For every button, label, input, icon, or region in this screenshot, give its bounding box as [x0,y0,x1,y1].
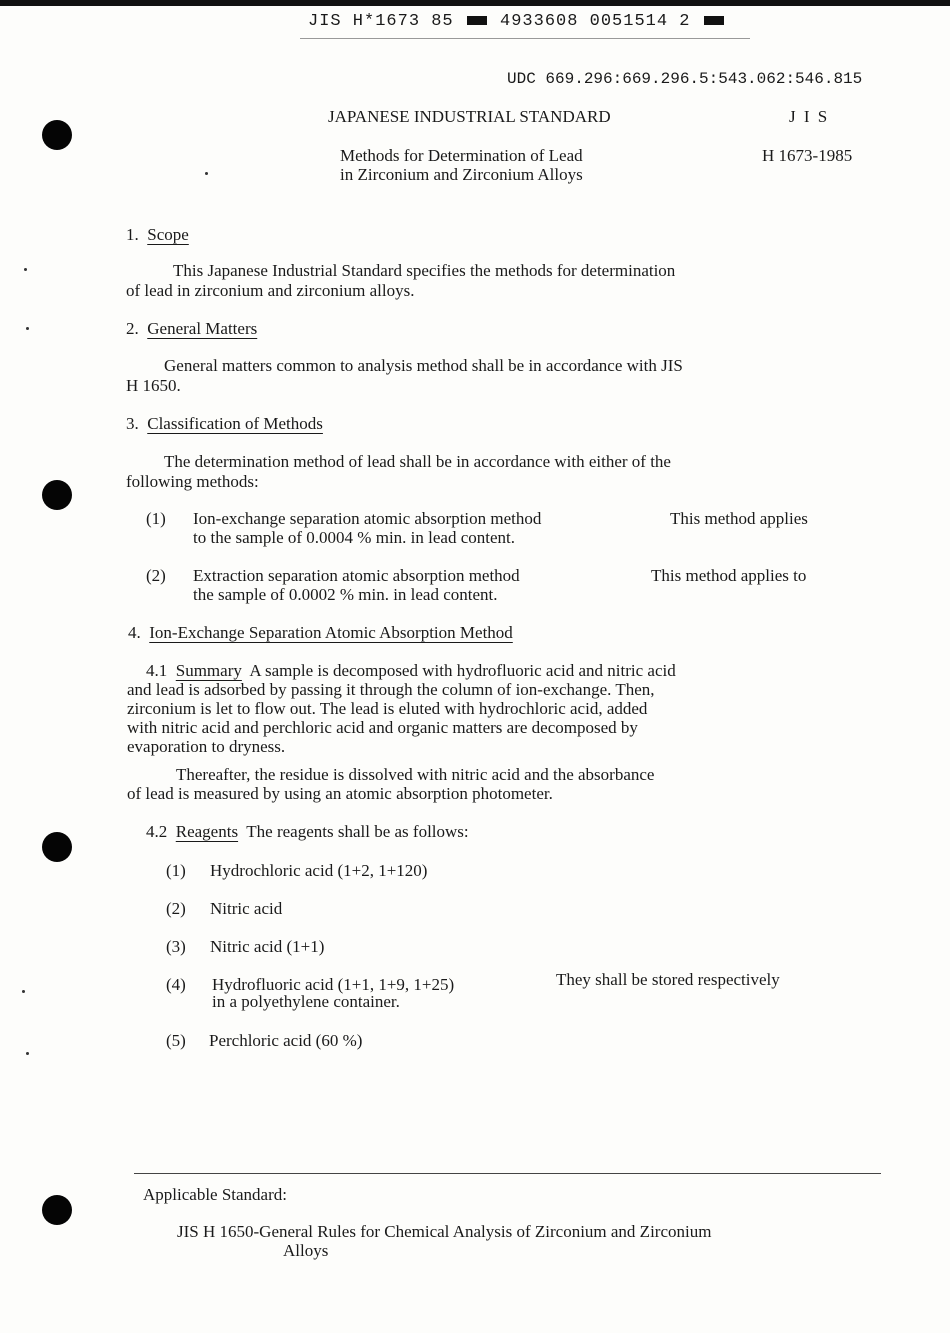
reagent-4-note: They shall be stored respectively [556,970,780,989]
s2-line2: H 1650. [126,376,181,395]
scan-speck [205,172,208,175]
reagent-3-number: (3) [166,937,186,956]
s3-item-1-applies: This method applies [670,509,808,528]
section-title: Scope [147,225,189,244]
reagent-2-number: (2) [166,899,186,918]
s4-1-para2-line1: Thereafter, the residue is dissolved with nitric acid and the absorbance [176,765,655,784]
section-number: 3. [126,414,139,433]
paragraph-line: A sample is decomposed with hydrofluoric acid and nitric acid [249,661,676,680]
s4-1-line2: and lead is adsorbed by passing it through the column of ion-exchange. Then, [127,680,655,699]
s4-1-line1 [146,661,676,681]
scan-speck [22,990,25,993]
subsection-number: 4.2 [146,822,168,841]
reagent-5-number: (5) [166,1031,186,1050]
s3-item-1-line2: to the sample of 0.0004 % min. in lead content. [193,528,515,547]
section-title: General Matters [147,319,258,338]
section-3-heading [126,414,323,434]
s4-2-heading [146,822,469,842]
subsection-title: Reagents [175,822,239,841]
punch-hole [42,832,72,862]
stamp-code-left: JIS H*1673 85 [308,12,454,31]
s3-item-2-applies: This method applies to [651,566,807,585]
scan-top-edge [0,0,950,6]
standard-name: JAPANESE INDUSTRIAL STANDARD [328,107,611,126]
section-number: 4. [128,623,141,642]
reagent-4-line2: in a polyethylene container. [212,992,400,1011]
header-stamp [308,12,726,31]
stamp-code-middle: 4933608 0051514 2 [500,12,691,31]
udc-number: UDC 669.296:669.296.5:543.062:546.815 [507,70,863,88]
applicable-standard-label: Applicable Standard: [143,1185,287,1204]
reagent-1-text: Hydrochloric acid (1+2, 1+120) [210,861,428,880]
section-4-heading [128,623,513,643]
s3-item-2-line2: the sample of 0.0002 % min. in lead content. [193,585,498,604]
footer-divider [134,1173,881,1174]
section-title: Classification of Methods [147,414,323,433]
applicable-standard-line1: JIS H 1650-General Rules for Chemical Analysis of Zirconium and Zirconium [177,1222,712,1241]
doc-title-line1: Methods for Determination of Lead [340,146,583,165]
scan-speck [26,1052,29,1055]
s4-1-line3: zirconium is let to flow out. The lead is eluted with hydrochloric acid, added [127,699,648,718]
s4-1-line4: with nitric acid and perchloric acid and organic matters are decomposed by [127,718,638,737]
jis-mark: J I S [789,107,830,126]
section-title: Ion-Exchange Separation Atomic Absorption Method [149,623,513,642]
reagent-5-text: Perchloric acid (60 %) [209,1031,363,1050]
paragraph-line: The reagents shall be as follows: [246,822,469,841]
doc-title-line2: in Zirconium and Zirconium Alloys [340,165,583,184]
subsection-number: 4.1 [146,661,168,680]
s3-item-1-method: Ion-exchange separation atomic absorption method [193,509,542,528]
section-1-heading [126,225,189,245]
scan-speck [26,327,29,330]
s1-line2: of lead in zirconium and zirconium alloys. [126,281,415,300]
subsection-title: Summary [175,661,242,680]
punch-hole [42,120,72,150]
stamp-block [704,16,724,25]
s3-line2: following methods: [126,472,259,491]
s4-1-para2-line2: of lead is measured by using an atomic absorption photometer. [127,784,553,803]
s2-line1: General matters common to analysis method shall be in accordance with JIS [164,356,683,375]
scan-speck [24,268,27,271]
reagent-4-text: Hydrofluoric acid (1+1, 1+9, 1+25) [212,975,455,994]
applicable-standard-line2: Alloys [283,1241,329,1260]
section-number: 2. [126,319,139,338]
reagent-2-text: Nitric acid [210,899,283,918]
punch-hole [42,1195,72,1225]
section-number: 1. [126,225,139,244]
s3-line1: The determination method of lead shall be in accordance with either of the [164,452,671,471]
stamp-underline [300,38,750,39]
s1-line1: This Japanese Industrial Standard specifies the methods for determination [173,261,676,280]
s3-item-2-method: Extraction separation atomic absorption method [193,566,520,585]
reagent-3-text: Nitric acid (1+1) [210,937,325,956]
s3-item-1-number: (1) [146,509,166,528]
stamp-block [467,16,487,25]
s4-1-line5: evaporation to dryness. [127,737,286,756]
reagent-1-number: (1) [166,861,186,880]
reagent-4-number: (4) [166,975,186,994]
section-2-heading [126,319,257,339]
punch-hole [42,480,72,510]
standard-number: H 1673-1985 [762,146,853,165]
s3-item-2-number: (2) [146,566,166,585]
